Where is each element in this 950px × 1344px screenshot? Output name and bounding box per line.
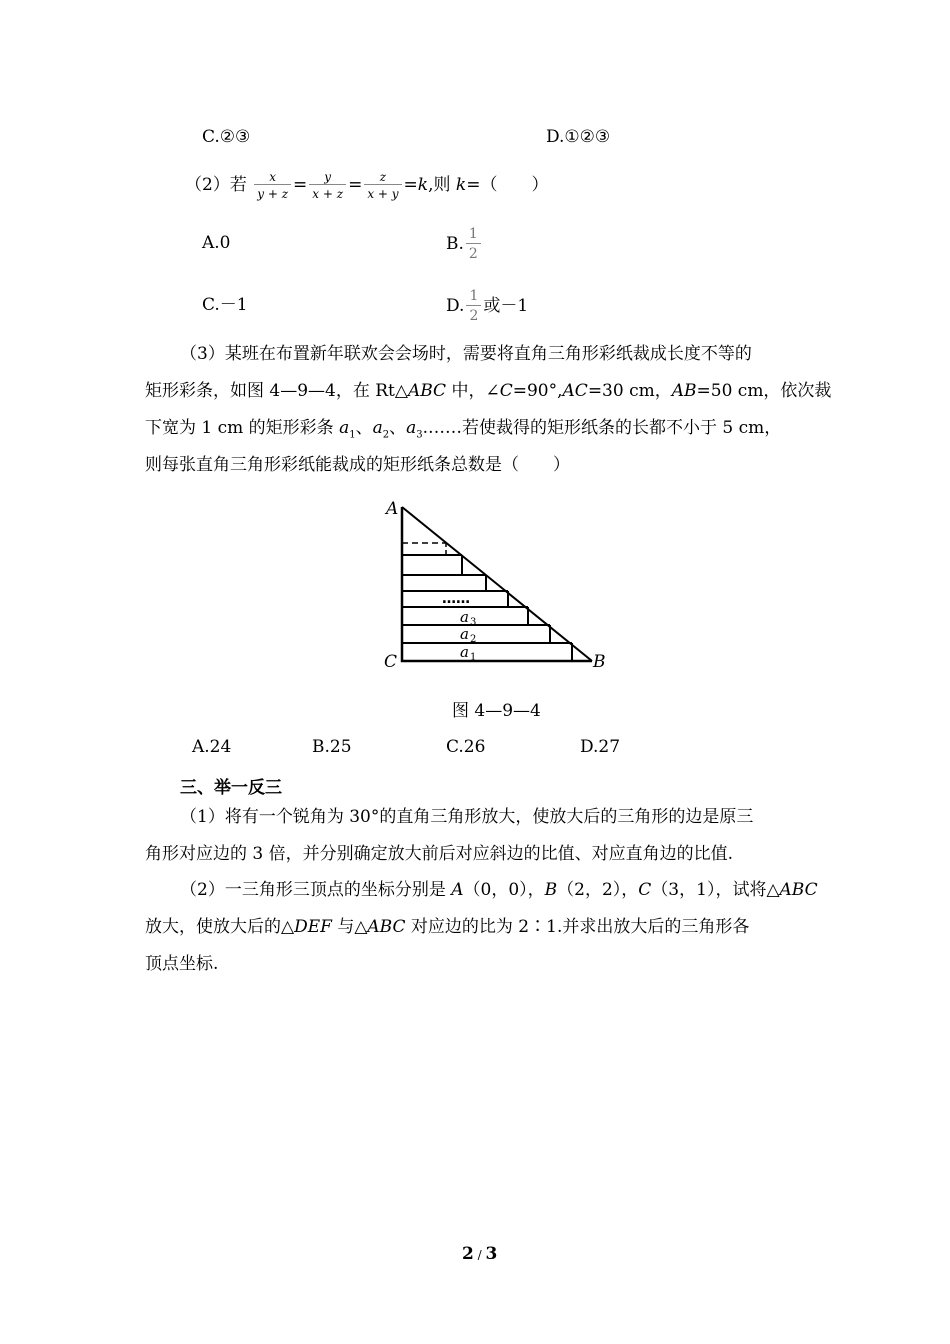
q3-line-2 xyxy=(145,381,831,401)
q2-frac3-num: z xyxy=(379,170,387,184)
s3-p2-enlarge: 放大，使放大后的△ xyxy=(145,917,295,937)
q3-line-1: （3）某班在布置新年联欢会会场时，需要将直角三角形彩纸裁成长度不等的 xyxy=(180,344,752,364)
s3-p2-line-3: 顶点坐标. xyxy=(145,954,219,974)
q3-sub-2: 2 xyxy=(382,429,390,441)
q2-option-b xyxy=(446,226,483,263)
s3-p2-a-coord: （0，0）， xyxy=(463,880,545,900)
s3-p2-abc: ABC xyxy=(779,880,818,900)
q2-eq-2: = xyxy=(348,175,363,195)
q2-frac1-num: x xyxy=(269,170,277,184)
strip-a2-sub: 2 xyxy=(470,634,477,645)
figure-caption: 图 4—9—4 xyxy=(452,701,541,721)
s3-p2-line-2 xyxy=(145,917,749,937)
s3-p1-line-1: （1）将有一个锐角为 30°的直角三角形放大，使放大后的三角形的边是原三 xyxy=(180,807,754,827)
q3-line-2a: 矩形彩条，如图 4—9—4，在 Rt△ xyxy=(145,381,408,401)
q2-option-d-fraction xyxy=(466,288,481,325)
strip-a1-label: a xyxy=(460,643,469,661)
q3-sep-1: 、 xyxy=(355,418,373,438)
q3-sub-3: 3 xyxy=(416,429,423,441)
q2-option-a: A.0 xyxy=(202,233,231,253)
page-separator: / xyxy=(473,1248,486,1262)
q2-option-d-num: 1 xyxy=(469,288,479,304)
q2-option-c: C.－1 xyxy=(202,295,248,315)
q2-fraction-2 xyxy=(309,170,346,201)
q3-abc: ABC xyxy=(407,381,447,401)
q2-frac2-den: x + z xyxy=(309,184,346,201)
page-current: 2 xyxy=(462,1244,474,1264)
q3-c: C xyxy=(499,381,513,401)
s3-p2-b-coord: （2，2）， xyxy=(557,880,639,900)
q3-line-2e: =90°, xyxy=(512,381,563,401)
s3-p2-line-1 xyxy=(180,880,818,900)
q2-option-b-fraction xyxy=(466,226,481,263)
q2-option-d-den: 2 xyxy=(466,305,481,325)
q3-line-3-end: .……若使裁得的矩形纸条的长都不小于 5 cm， xyxy=(422,418,782,438)
q1-option-d: D.①②③ xyxy=(546,127,611,147)
q2-eq-1: = xyxy=(293,175,308,195)
s3-p2-c: C xyxy=(638,880,652,900)
q3-a2: a xyxy=(372,418,383,438)
q3-sep-2: 、 xyxy=(389,418,407,438)
q2-frac1-den: y + z xyxy=(254,184,291,201)
q3-line-3a: 下宽为 1 cm 的矩形彩条 xyxy=(145,418,340,438)
q2-stem xyxy=(185,170,548,201)
vertex-a-label: A xyxy=(386,499,399,519)
q2-frac3-den: x + y xyxy=(364,184,401,201)
q3-line-2c: 中，∠ xyxy=(446,381,500,401)
q3-line-4: 则每张直角三角形彩纸能裁成的矩形纸条总数是（ ） xyxy=(145,455,570,475)
q2-option-b-den: 2 xyxy=(466,243,481,263)
q2-prefix: （2）若 xyxy=(185,175,247,195)
q3-line-2i: =50 cm，依次裁 xyxy=(696,381,832,401)
q3-line-2g: =30 cm， xyxy=(587,381,672,401)
q3-ac: AC xyxy=(562,381,588,401)
q3-a1: a xyxy=(339,418,350,438)
q2-frac2-num: y xyxy=(324,170,332,184)
q2-k: k xyxy=(417,175,429,195)
q3-a3: a xyxy=(406,418,417,438)
strip-a3-sub: 3 xyxy=(470,617,477,628)
page-number xyxy=(462,1244,497,1264)
vertex-b-label: B xyxy=(593,652,606,672)
s3-p1-line-2: 角形对应边的 3 倍，并分别确定放大前后对应斜边的比值、对应直角边的比值. xyxy=(145,844,734,864)
q2-answer-blank: =（ ） xyxy=(466,175,549,195)
q3-option-c: C.26 xyxy=(446,737,486,757)
q2-k2: k xyxy=(455,175,467,195)
strip-a2-label: a xyxy=(460,625,469,643)
q3-option-a: A.24 xyxy=(192,737,232,757)
figure-triangle xyxy=(380,495,620,675)
s3-p2-abc2: ABC xyxy=(367,917,406,937)
s3-p2-def: DEF xyxy=(294,917,332,937)
q2-option-d xyxy=(446,288,528,325)
q2-option-d-suffix: 或－1 xyxy=(483,296,529,316)
s3-p2-intro: （2）一三角形三顶点的坐标分别是 xyxy=(180,880,452,900)
s3-p2-a: A xyxy=(451,880,464,900)
vertex-c-label: C xyxy=(384,652,398,672)
q2-then: ,则 xyxy=(428,175,451,195)
q1-option-c: C.②③ xyxy=(202,127,251,147)
strip-a3-label: a xyxy=(460,608,469,626)
strip-dots: …… xyxy=(442,591,470,607)
s3-p2-b: B xyxy=(544,880,558,900)
q2-fraction-3 xyxy=(364,170,401,201)
q2-eq-3: = xyxy=(403,175,418,195)
q2-option-b-num: 1 xyxy=(468,226,478,242)
q3-option-d: D.27 xyxy=(580,737,621,757)
triangle-hypotenuse xyxy=(402,507,592,661)
q2-option-b-prefix: B. xyxy=(446,234,464,254)
page-total: 3 xyxy=(485,1244,498,1264)
section-heading: 三、举一反三 xyxy=(180,778,282,798)
s3-p2-c-coord: （3，1），试将△ xyxy=(651,880,780,900)
q3-sub-1: 1 xyxy=(349,429,356,441)
q3-line-3 xyxy=(145,418,781,445)
s3-p2-ratio: 对应边的比为 2∶1.并求出放大后的三角形各 xyxy=(405,917,750,937)
s3-p2-and: 与△ xyxy=(331,917,368,937)
q2-option-d-prefix: D. xyxy=(446,296,465,316)
q3-ab: AB xyxy=(671,381,697,401)
strip-a1-sub: 1 xyxy=(470,652,477,663)
q2-fraction-1 xyxy=(254,170,291,201)
q3-option-b: B.25 xyxy=(312,737,352,757)
